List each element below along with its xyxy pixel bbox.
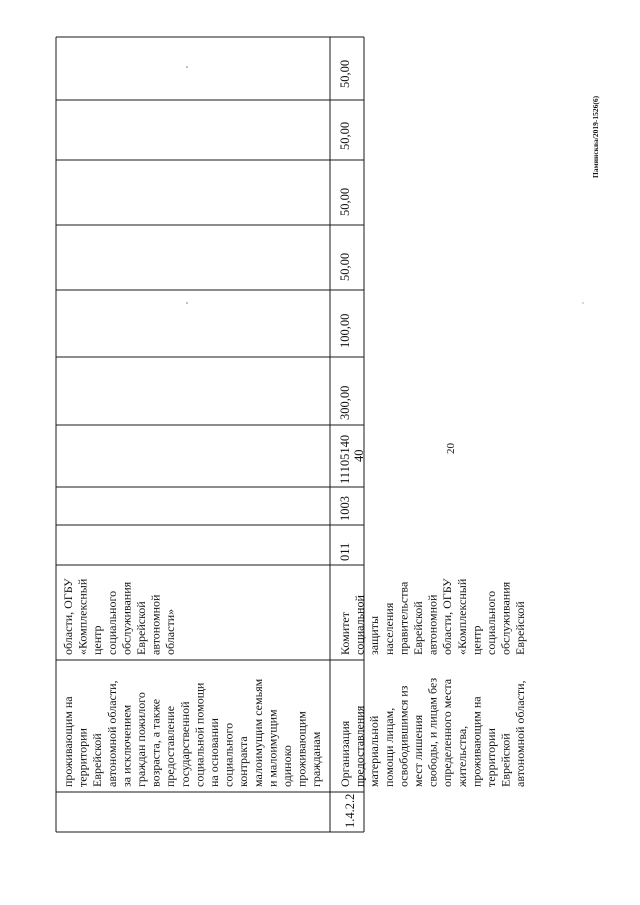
cell-text-line: малоимущим семьям xyxy=(250,678,265,787)
cell-text-line: обслуживания xyxy=(119,581,134,655)
cell-text-line: Организация xyxy=(338,720,352,787)
cell-text-line: «Комплексный xyxy=(75,578,90,655)
grbs-code: 011 xyxy=(338,542,352,561)
cell-text-line: автономной области, xyxy=(513,680,528,787)
row-top-executor-text xyxy=(61,578,177,655)
cell-text-line: территории xyxy=(75,728,90,787)
cell-text-line: мест лишения xyxy=(411,714,425,787)
year-1-amount: 100,00 xyxy=(338,313,352,348)
cell-text-line: за исключением xyxy=(119,704,134,787)
cell-text-line: Еврейской xyxy=(411,601,425,655)
cell-text-line: области, ОГБУ xyxy=(440,578,455,655)
cell-text-line: Еврейской xyxy=(90,733,105,787)
cell-text-line: социальной xyxy=(352,595,367,655)
cell-text-line: автономной xyxy=(425,594,440,655)
document-stamp: Паминсква/2019-1526(6) xyxy=(591,95,600,178)
cell-text-line: центр xyxy=(90,625,105,655)
year-3-amount: 50,00 xyxy=(338,187,352,216)
cell-text-line: предоставления xyxy=(352,705,367,787)
cell-text-line: контракта xyxy=(236,736,251,787)
cell-text-line: одиноко xyxy=(280,745,294,787)
cell-text-line: материальной xyxy=(367,715,382,787)
page-number: 20 xyxy=(445,443,457,454)
cell-text-line: предоставление xyxy=(163,705,178,787)
cell-text-line: помощи лицам, xyxy=(381,707,396,787)
cell-text-line: центр xyxy=(469,625,484,655)
cell-text-line: защиты xyxy=(367,615,382,655)
cell-text-line: социального xyxy=(484,590,498,655)
cell-text-line: Еврейской xyxy=(513,601,528,655)
cell-text-line: населения xyxy=(381,602,396,655)
cell-text-line: Еврейской xyxy=(498,733,513,787)
section-code: 1003 xyxy=(338,496,352,521)
total-amount: 300,00 xyxy=(338,385,352,420)
cell-text-line: свободы, и лицам без xyxy=(425,677,440,787)
cell-text-line: правительства xyxy=(396,581,411,655)
cell-text-line: освободившимся из xyxy=(396,685,411,787)
cell-text-line: проживающим на xyxy=(469,696,484,787)
cell-text-line: автономной xyxy=(148,594,163,655)
cell-text-line: «Комплексный xyxy=(454,578,469,655)
row-bottom-goal-text xyxy=(338,678,527,788)
table-grid xyxy=(56,37,364,832)
table-row-1-4-2-2 xyxy=(338,60,527,828)
row-number: 1.4.2.2 xyxy=(343,793,357,828)
target-article-code-cont: 40 xyxy=(352,449,366,462)
cell-text-line: на основании xyxy=(207,718,221,787)
year-2-amount: 50,00 xyxy=(338,252,352,281)
row-bottom-executor-text xyxy=(338,578,527,655)
year-5-amount: 50,00 xyxy=(338,59,352,88)
cell-text-line: Еврейской xyxy=(134,601,148,655)
cell-text-line: жительства, xyxy=(454,725,469,787)
cell-text-line: области» xyxy=(163,608,178,655)
cell-text-line: обслуживания xyxy=(498,581,513,655)
cell-text-line: социального xyxy=(221,722,236,787)
cell-text-line: проживающим на xyxy=(61,696,75,787)
cell-text-line: Комитет xyxy=(338,611,352,655)
cell-text-line: гражданам xyxy=(309,731,324,787)
cell-text-line: и малоимущим xyxy=(265,709,280,787)
scan-specks xyxy=(186,66,583,304)
cell-text-line: территории xyxy=(484,728,498,787)
cell-text-line: определенного места xyxy=(440,678,455,787)
cell-text-line: социальной помощи xyxy=(192,682,207,787)
year-4-amount: 50,00 xyxy=(338,121,352,150)
cell-text-line: государственной xyxy=(177,701,192,787)
cell-text-line: автономной области, xyxy=(104,680,119,787)
cell-text-line: проживающим xyxy=(294,711,309,787)
cell-text-line: области, ОГБУ xyxy=(61,578,75,655)
target-article-code: 11105140 xyxy=(338,434,352,484)
cell-text-line: социального xyxy=(104,590,119,655)
row-top-goal-text xyxy=(61,678,323,787)
cell-text-line: возраста, а также xyxy=(148,698,163,787)
cell-text-line: граждан пожилого xyxy=(134,692,148,787)
